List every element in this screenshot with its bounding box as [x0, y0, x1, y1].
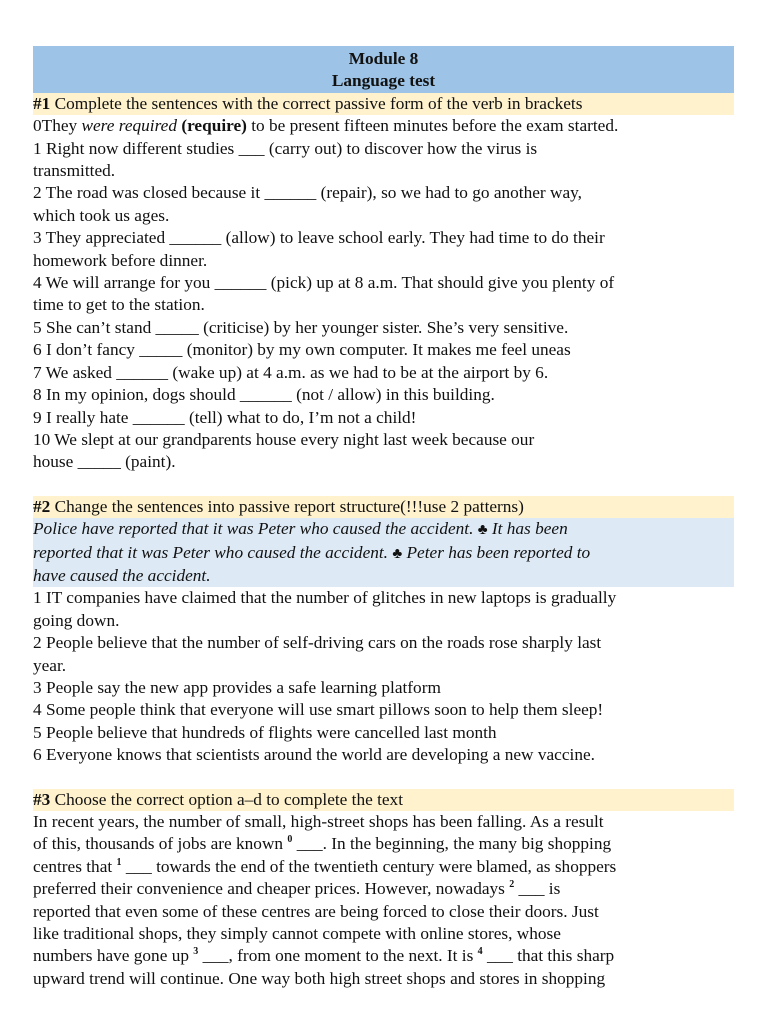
section-spacer: [33, 767, 734, 789]
example-text: Peter has been reported to: [402, 542, 591, 562]
text-span: ___ towards the end of the twentieth century were blamed, as shoppers: [121, 856, 617, 876]
task1-line: 3 They appreciated ______ (allow) to leave school early. They had time to do their: [33, 228, 605, 248]
gap-number: 2: [509, 879, 515, 891]
task1-line: transmitted.: [33, 161, 116, 181]
module-title: Module 8: [348, 49, 419, 68]
task3-heading: [33, 789, 734, 811]
task1-line: house _____ (paint).: [33, 452, 176, 472]
task2-number: #2: [33, 496, 51, 516]
task1-line: 5 She can’t stand _____ (criticise) by her younger sister. She’s very sensitive.: [33, 317, 569, 337]
example-text: Police have reported that it was Peter who caused the accident.: [33, 519, 478, 539]
gap-number: 3: [193, 946, 199, 958]
task2-heading: [33, 496, 734, 518]
section-spacer: [33, 474, 734, 496]
club-icon: ♣: [477, 522, 488, 539]
task2-instruction: Change the sentences into passive report structure(!!!use 2 patterns): [50, 496, 524, 516]
task3-number: #3: [33, 789, 51, 809]
task2-line: 4 Some people think that everyone will use smart pillows soon to help them sleep!: [33, 700, 604, 720]
text-span: centres that: [33, 856, 117, 876]
task1-line: time to get to the station.: [33, 295, 205, 315]
text-span: ___. In the beginning, the many big shopping: [292, 834, 612, 854]
task3-text-line: [33, 878, 734, 900]
task3-text-line: like traditional shops, they simply cannot compete with online stores, whose: [33, 924, 561, 944]
task2-line: 6 Everyone knows that scientists around the world are developing a new vaccine.: [33, 745, 595, 765]
task3-text-line: upward trend will continue. One way both high street shops and stores in shopping: [33, 968, 606, 988]
task2-line: 2 People believe that the number of self-driving cars on the roads rose sharply last: [33, 633, 602, 653]
example-end: to be present fifteen minutes before the exam started.: [246, 116, 619, 136]
task1-line: 1 Right now different studies ___ (carry out) to discover how the virus is: [33, 138, 538, 158]
task1-line: 2 The road was closed because it ______ (repair), so we had to go another way,: [33, 183, 582, 203]
task3-text-line: [33, 856, 734, 878]
task2-line: going down.: [33, 610, 120, 630]
task2-line: year.: [33, 655, 67, 675]
task2-line: 3 People say the new app provides a safe learning platform: [33, 677, 441, 697]
gap-number: 4: [477, 946, 483, 958]
text-span: ___ is: [514, 879, 561, 899]
text-span: of this, thousands of jobs are known: [33, 834, 288, 854]
club-icon: ♣: [392, 545, 403, 562]
test-subtitle: Language test: [331, 71, 436, 91]
task1-line: 7 We asked ______ (wake up) at 4 a.m. as we had to be at the airport by 6.: [33, 362, 549, 382]
task2-line: 1 IT companies have claimed that the number of glitches in new laptops is gradually: [33, 588, 617, 608]
task1-number: #1: [33, 93, 51, 113]
example-text: have caused the accident.: [33, 565, 211, 585]
task1-line: 9 I really hate ______ (tell) what to do, I’m not a child!: [33, 407, 417, 427]
task2-example: [33, 518, 734, 587]
task1-line: 8 In my opinion, dogs should ______ (not / allow) in this building.: [33, 385, 495, 405]
task1-line: homework before dinner.: [33, 250, 208, 270]
example-text: reported that it was Peter who caused the accident.: [33, 542, 393, 562]
task1-line: 4 We will arrange for you ______ (pick) up at 8 a.m. That should give you plenty of: [33, 273, 615, 293]
gap-number: 1: [116, 857, 122, 869]
task1-heading: [33, 93, 734, 115]
task2-line: 5 People believe that hundreds of flights were cancelled last month: [33, 722, 497, 742]
task3-text-line: [33, 833, 734, 855]
text-span: ___ that this sharp: [482, 946, 615, 966]
task1-example: [33, 115, 734, 137]
task1-line: 6 I don’t fancy _____ (monitor) by my own computer. It makes me feel uneas: [33, 340, 571, 360]
task3-text-line: [33, 945, 734, 967]
task1-line: which took us ages.: [33, 205, 170, 225]
text-span: numbers have gone up: [33, 946, 194, 966]
text-span: preferred their convenience and cheaper prices. However, nowadays: [33, 879, 510, 899]
task1-instruction: Complete the sentences with the correct passive form of the verb in brackets: [50, 93, 583, 113]
text-span: ___, from one moment to the next. It is: [198, 946, 478, 966]
example-verb: (require): [181, 116, 247, 136]
task1-line: 10 We slept at our grandparents house every night last week because our: [33, 429, 535, 449]
worksheet-header: [33, 46, 734, 93]
gap-number: 0: [287, 834, 293, 846]
task3-text-line: In recent years, the number of small, high-street shops has been falling. As a result: [33, 812, 604, 831]
example-answer: were required: [81, 116, 177, 136]
example-start: 0They: [33, 116, 82, 136]
task3-instruction: Choose the correct option a–d to complete the text: [50, 789, 404, 809]
example-text: It has been: [487, 519, 568, 539]
task3-text-line: reported that even some of these centres are being forced to close their doors. Just: [33, 901, 599, 921]
